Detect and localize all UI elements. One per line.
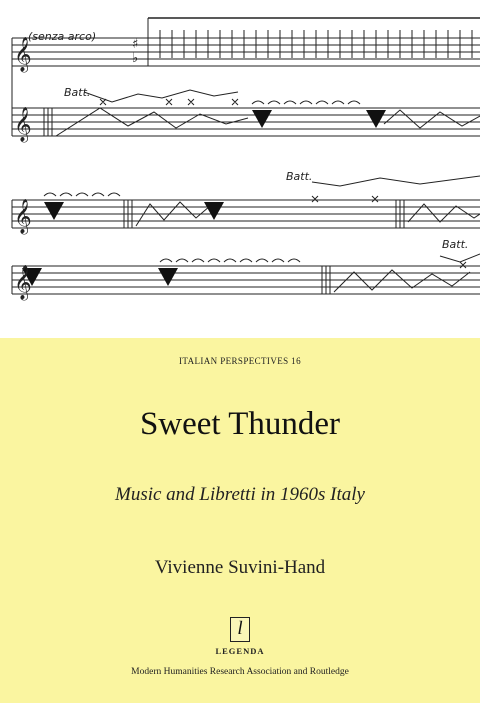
svg-text:♭: ♭ [132, 51, 139, 66]
legenda-logo-icon: l [230, 617, 250, 642]
svg-text:♯: ♯ [132, 37, 139, 52]
series-label: ITALIAN PERSPECTIVES 16 [179, 356, 301, 366]
svg-text:𝄞: 𝄞 [14, 265, 32, 300]
x-markers [100, 99, 469, 268]
svg-text:𝄞: 𝄞 [14, 37, 32, 72]
batt-direction-2: Batt. [286, 170, 313, 183]
svg-text:𝄞: 𝄞 [14, 199, 32, 234]
tremolo-stems [160, 30, 472, 58]
clefs [14, 37, 138, 301]
publisher-line: Modern Humanities Research Association and Routledge [131, 667, 349, 677]
batt-direction-3: Batt. [442, 238, 469, 251]
senza-arco-direction: (senza arco) [28, 30, 97, 43]
slur-marks [44, 101, 360, 262]
book-title: Sweet Thunder [139, 406, 341, 442]
staff-3 [12, 176, 480, 228]
musical-score-image [0, 0, 480, 338]
imprint-name: LEGENDA [215, 646, 265, 656]
svg-text:𝄞: 𝄞 [14, 107, 32, 142]
staff-4 [12, 254, 480, 294]
score-svg [0, 0, 480, 338]
book-subtitle: Music and Libretti in 1960s Italy [115, 484, 365, 505]
batt-direction-1: Batt. [64, 86, 91, 99]
author-name: Vivienne Suvini-Hand [154, 557, 326, 578]
title-panel [0, 338, 480, 703]
